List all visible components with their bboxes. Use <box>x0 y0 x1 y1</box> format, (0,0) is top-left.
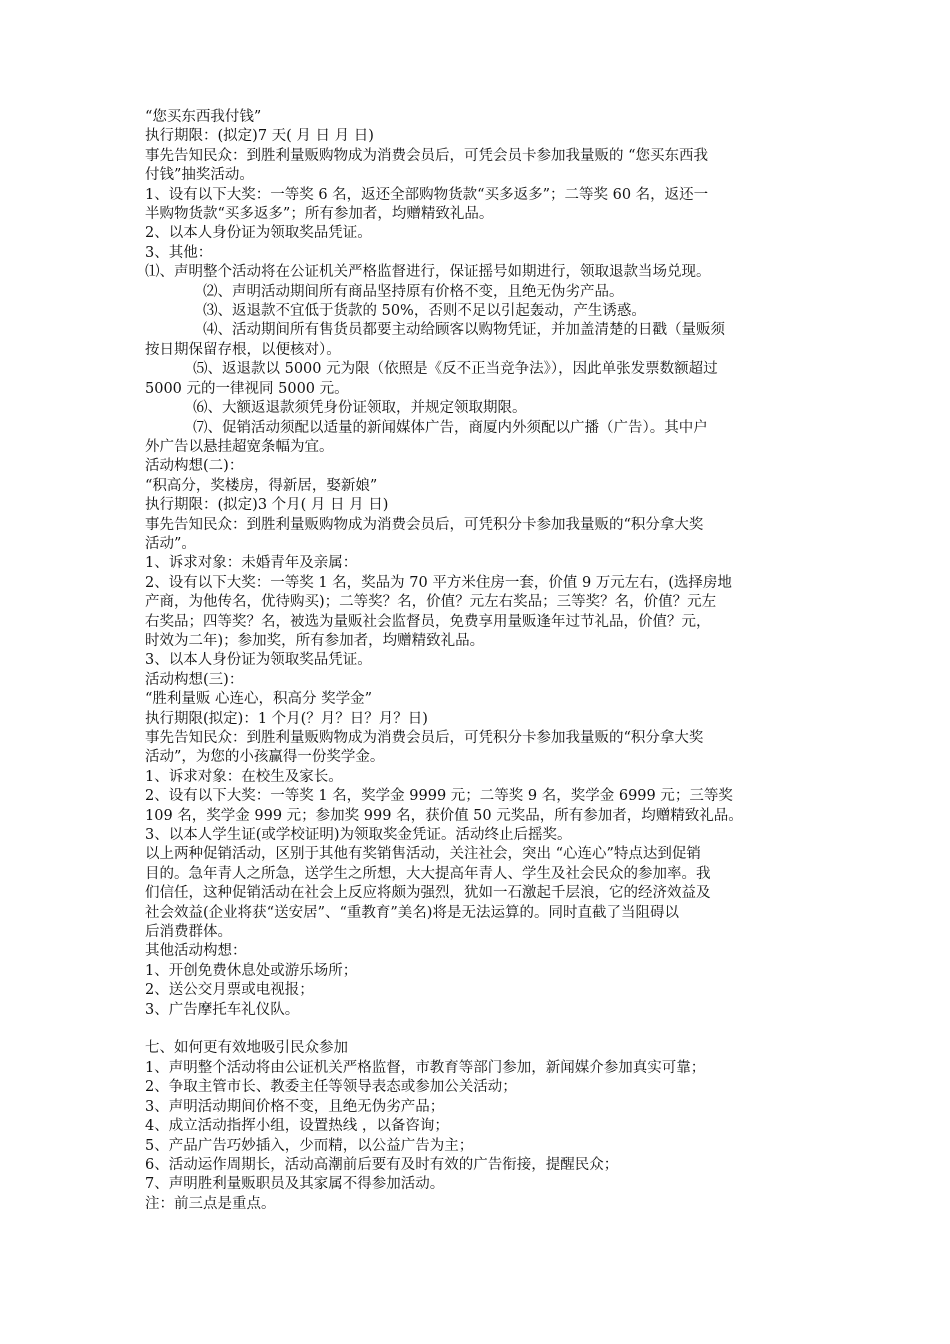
text-line: 社会效益(企业将获“送安居”、“重教育”美名)将是无法运算的。同时直截了当阻碍以 <box>145 904 679 921</box>
text-line: 后消费群体。 <box>145 924 232 941</box>
text-line: 执行期限：(拟定)3 个月( 月 日 月 日) <box>145 497 389 514</box>
text-line: 5000 元的一律视同 5000 元。 <box>145 380 349 397</box>
text-line: 按日期保留存根，以便核对）。 <box>145 341 341 358</box>
text-line: ⑸、返退款以 5000 元为限（依照是《反不正当竞争法》），因此单张发票数额超过 <box>193 361 718 378</box>
text-line: 1、开创免费休息处或游乐场所； <box>145 962 358 979</box>
text-line: 事先告知民众：到胜利量贩购物成为消费会员后，可凭积分卡参加我量贩的“积分拿大奖 <box>145 730 704 746</box>
text-line: “积高分，奖楼房，得新居，娶新娘” <box>145 477 378 494</box>
text-line: 执行期限：(拟定)7 天( 月 日 月 日) <box>145 128 374 145</box>
text-line: 产商，为他传名，优待购买)；二等奖？名，价值？元左右奖品；三等奖？名，价值？元左 <box>145 594 717 611</box>
text-line: 2、设有以下大奖：一等奖 1 名，奖品为 70 平方米住房一套，价值 9 万元左右，(选择房地 <box>145 574 732 591</box>
text-line: 3、以本人学生证(或学校证明)为领取奖金凭证。活动终止后摇奖。 <box>145 827 572 844</box>
text-line: 1、声明整个活动将由公证机关严格监督，市教育等部门参加，新闻媒介参加真实可靠； <box>145 1059 706 1076</box>
text-line: “胜利量贩 心连心，积高分 奖学金” <box>145 691 373 708</box>
text-line: 3、以本人身份证为领取奖品凭证。 <box>145 652 372 669</box>
text-line: 外广告以悬挂超宽条幅为宜。 <box>145 438 334 455</box>
text-line: 活动”，为您的小孩赢得一份奖学金。 <box>145 749 385 766</box>
text-line: 右奖品；四等奖？名，被选为量贩社会监督员，免费享用量贩逢年过节礼品，价值？元， <box>145 613 711 630</box>
text-line: 活动构想(三)： <box>145 671 244 688</box>
text-line: 目的。急年青人之所急，送学生之所想，大大提高年青人、学生及社会民众的参加率。我 <box>145 865 711 882</box>
text-line: 7、声明胜利量贩职员及其家属不得参加活动。 <box>145 1176 445 1193</box>
blank-line <box>145 1020 810 1039</box>
text-line: 执行期限(拟定)：1 个月(？月？日？月？日) <box>145 710 428 727</box>
text-line: 2、送公交月票或电视报； <box>145 982 314 999</box>
text-line: 3、广告摩托车礼仪队。 <box>145 1001 300 1018</box>
text-line: 七、如何更有效地吸引民众参加 <box>145 1040 348 1057</box>
text-line: 事先告知民众：到胜利量贩购物成为消费会员后，可凭会员卡参加我量贩的 “您买东西我 <box>145 147 709 164</box>
text-line: 活动构想(二)： <box>145 458 244 475</box>
text-line: 时效为二年)；参加奖，所有参加者，均赠精致礼品。 <box>145 632 485 649</box>
text-line: 4、成立活动指挥小组，设置热线 ，以备咨询； <box>145 1118 449 1135</box>
text-line: ⑷、活动期间所有售货员都要主动给顾客以购物凭证，并加盖清楚的日戳（量贩须 <box>203 322 725 339</box>
text-line: 活动”。 <box>145 535 196 552</box>
text-line: 付钱”抽奖活动。 <box>145 167 254 184</box>
text-line: 事先告知民众：到胜利量贩购物成为消费会员后，可凭积分卡参加我量贩的“积分拿大奖 <box>145 516 704 533</box>
text-line: 以上两种促销活动，区别于其他有奖销售活动，关注社会，突出 “心连心”特点达到促销 <box>145 846 701 863</box>
text-line: 109 名，奖学金 999 元；参加奖 999 名，获价值 50 元奖品，所有参加者，均赠精致礼品。 <box>145 807 743 824</box>
text-line: 3、声明活动期间价格不变，且绝无伪劣产品； <box>145 1098 445 1115</box>
text-line: ⑵、声明活动期间所有商品坚持原有价格不变，且绝无伪劣产品。 <box>203 283 624 300</box>
text-line: 们信任，这种促销活动在社会上反应将颇为强烈，犹如一石激起千层浪，它的经济效益及 <box>145 885 711 902</box>
text-line: 1、设有以下大奖：一等奖 6 名，返还全部购物货款“买多返多”；二等奖 60 名，返还一 <box>145 186 709 203</box>
text-line: 2、设有以下大奖：一等奖 1 名，奖学金 9999 元；二等奖 9 名，奖学金 6999 元；三等奖 <box>145 788 733 805</box>
text-line: “您买东西我付钱” <box>145 109 262 125</box>
text-line: ⑴、声明整个活动将在公证机关严格监督进行，保证摇号如期进行，领取退款当场兑现。 <box>145 264 711 281</box>
text-line: ⑹、大额返退款须凭身份证领取，并规定领取期限。 <box>193 400 527 417</box>
document-body <box>145 108 810 1214</box>
text-line: 6、活动运作周期长，活动高潮前后要有及时有效的广告衔接，提醒民众； <box>145 1156 619 1173</box>
text-line: 其他活动构想： <box>145 943 247 960</box>
text-line: ⑺、促销活动须配以适量的新闻媒体广告，商厦内外须配以广播（广告）。其中户 <box>193 419 708 436</box>
text-line: 1、诉求对象：未婚青年及亲属： <box>145 555 358 572</box>
text-line: 3、其他： <box>145 244 213 261</box>
text-line: 1、诉求对象：在校生及家长。 <box>145 768 343 785</box>
text-line: 注：前三点是重点。 <box>145 1195 276 1212</box>
text-line: 5、产品广告巧妙插入，少而精，以公益广告为主； <box>145 1137 474 1154</box>
text-line: 半购物货款“买多返多”；所有参加者，均赠精致礼品。 <box>145 206 494 223</box>
text-line: 2、以本人身份证为领取奖品凭证。 <box>145 225 372 242</box>
text-line: 2、争取主管市长、教委主任等领导表态或参加公关活动； <box>145 1079 517 1096</box>
text-line: ⑶、返退款不宜低于货款的 50%，否则不足以引起轰动，产生诱惑。 <box>203 303 646 320</box>
